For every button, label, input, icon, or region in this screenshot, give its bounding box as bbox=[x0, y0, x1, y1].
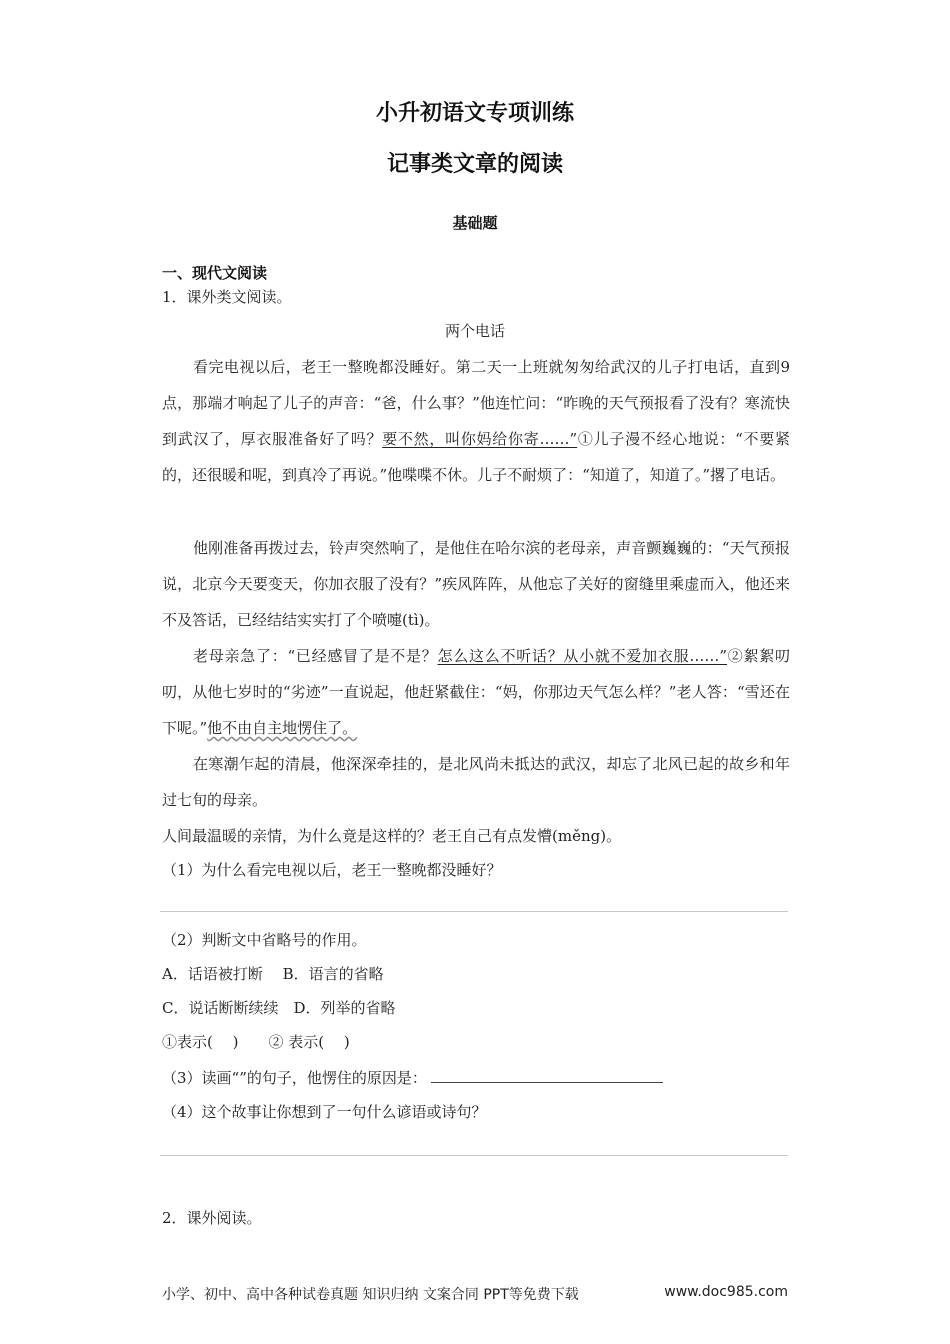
passage-paragraph-1 bbox=[162, 349, 790, 493]
answer-line-4[interactable] bbox=[160, 1155, 788, 1156]
answer-line-1[interactable] bbox=[160, 911, 788, 912]
document-title: 小升初语文专项训练 bbox=[375, 101, 574, 126]
sub-question-2: （2）判断文中省略号的作用。 bbox=[162, 931, 367, 949]
p1-text-b: 儿子漫不经心地说：“不要紧的，还很暖和呢，到真冷了再说。”他喋喋不休。儿子不耐烦了：“知道了，知道了。”撂了电话。 bbox=[162, 430, 791, 484]
p3-text-a: 老母亲急了：“已经感冒了是不是？ bbox=[193, 647, 438, 665]
p3-underlined-sentence: 怎么这么不听话？从小就不爱加衣服……” bbox=[437, 647, 728, 665]
p1-text-a: 看完电视以后，老王一整晚都没睡好。第二天一上班就匆匆给武汉的儿子打电话，直到9点，那端才响起了儿子的声音：“爸，什么事？”他连忙问：“昨晚的天气预报看了没有？寒流快到武汉了，厚衣服准备好了吗？ bbox=[162, 358, 790, 448]
p1-mark: ① bbox=[577, 430, 594, 448]
p3-text-b: 絮絮叨叨，从他七岁时的“劣迹”一直说起，他赶紧截住：“妈，你那边天气怎么样？”老人答：“雪还在下呢。” bbox=[162, 647, 790, 737]
passage-paragraph-5: 人间最温暖的亲情，为什么竟是这样的？老王自己有点发懵(měng)。 bbox=[162, 827, 622, 845]
sub-question-3 bbox=[162, 1068, 663, 1088]
footer-text: 小学、初中、高中各种试卷真题 知识归纳 文案合同 PPT等免费下载 bbox=[162, 1287, 579, 1303]
passage-paragraph-4: 在寒潮乍起的清晨，他深深牵挂的，是北风尚未抵达的武汉，却忘了北风已起的故乡和年过七旬的母亲。 bbox=[162, 755, 790, 809]
level-heading: 基础题 bbox=[452, 214, 498, 232]
p3-wavy-sentence: 他不由自主地愣住了。 bbox=[207, 719, 358, 737]
answer-blank-3[interactable] bbox=[431, 1068, 663, 1083]
section-heading: 一、现代文阅读 bbox=[162, 264, 268, 282]
passage-paragraph-3 bbox=[162, 638, 790, 746]
p3-mark: ② bbox=[727, 647, 744, 665]
sub-question-4: （4）这个故事让你想到了一句什么谚语或诗句？ bbox=[162, 1103, 487, 1121]
document-subtitle: 记事类文章的阅读 bbox=[386, 152, 563, 177]
p1-underlined-sentence: 要不然，叫你妈给你寄……” bbox=[382, 430, 578, 448]
options-a-b: A．话语被打断 B．语言的省略 bbox=[162, 965, 384, 983]
passage-title: 两个电话 bbox=[444, 322, 505, 340]
footer bbox=[162, 1284, 788, 1304]
footer-url[interactable]: www.doc985.com bbox=[664, 1284, 788, 1300]
fill-in-marks: ①表示( ) ② 表示( ) bbox=[162, 1033, 350, 1051]
options-c-d: C．说话断断续续 D．列举的省略 bbox=[162, 999, 396, 1017]
question-1-intro: 1．课外类文阅读。 bbox=[162, 288, 292, 306]
sub-question-1: （1）为什么看完电视以后，老王一整晚都没睡好？ bbox=[162, 861, 502, 879]
passage-paragraph-2: 他刚准备再拨过去，铃声突然响了，是他住在哈尔滨的老母亲，声音颤巍巍的：“天气预报说，北京今天要变天，你加衣服了没有？”疾风阵阵，从他忘了关好的窗缝里乘虚而入，他还来不及答话，已经结结实实打了个喷嚏(tì)。 bbox=[162, 539, 790, 629]
question-2-intro: 2．课外阅读。 bbox=[162, 1209, 262, 1227]
sub-question-3-text: （3）读画“”的句子，他愣住的原因是： bbox=[162, 1069, 427, 1087]
